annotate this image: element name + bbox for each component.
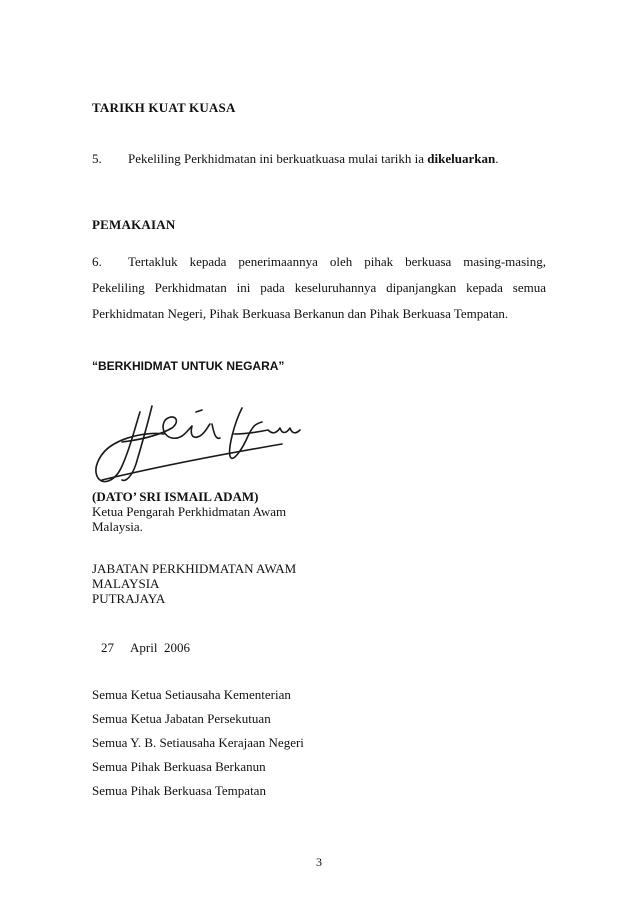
signatory-country: Malaysia.	[92, 519, 143, 534]
date-day: 27	[101, 640, 114, 655]
paragraph-5	[92, 151, 498, 167]
recipient-list	[92, 683, 304, 803]
list-item: Semua Pihak Berkuasa Tempatan	[92, 783, 266, 798]
motto: “BERKHIDMAT UNTUK NEGARA”	[92, 359, 285, 373]
paragraph-number: 5.	[92, 151, 102, 166]
list-item: Semua Pihak Berkuasa Berkanun	[92, 759, 266, 774]
signature-image	[92, 394, 302, 494]
paragraph-end: .	[495, 151, 499, 166]
issue-date	[101, 640, 190, 656]
department-block	[92, 561, 296, 606]
paragraph-text: Pekeliling Perkhidmatan ini berkuatkuasa mulai tarikh ia	[128, 151, 428, 166]
signatory-title: Ketua Pengarah Perkhidmatan Awam	[92, 504, 287, 519]
department-line-3: PUTRAJAYA	[92, 591, 166, 606]
paragraph-bold-text: dikeluarkan	[427, 151, 496, 166]
page-number: 3	[316, 855, 322, 869]
signatory-name: (DATO’ SRI ISMAIL ADAM)	[92, 489, 259, 504]
heading-effective-date: TARIKH KUAT KUASA	[92, 100, 236, 115]
paragraph-6	[92, 249, 546, 327]
department-line-1: JABATAN PERKHIDMATAN AWAM	[92, 561, 297, 576]
signatory-block	[92, 489, 286, 534]
list-item: Semua Y. B. Setiausaha Kerajaan Negeri	[92, 735, 304, 750]
list-item: Semua Ketua Jabatan Persekutuan	[92, 711, 271, 726]
paragraph-text: Tertakluk kepada penerimaannya oleh pihak berkuasa masing-masing, Pekeliling Perkhidmatan ini pada keseluruhannya dipanjangkan kepada semua Perkhidmatan Negeri, Pihak Berkuasa Berkanun dan Pihak Berkuasa Tempatan.	[92, 254, 546, 321]
list-item: Semua Ketua Setiausaha Kementerian	[92, 687, 291, 702]
heading-application: PEMAKAIAN	[92, 217, 176, 232]
department-line-2: MALAYSIA	[92, 576, 160, 591]
paragraph-number: 6.	[92, 254, 102, 269]
date-month-year: April 2006	[130, 640, 190, 655]
